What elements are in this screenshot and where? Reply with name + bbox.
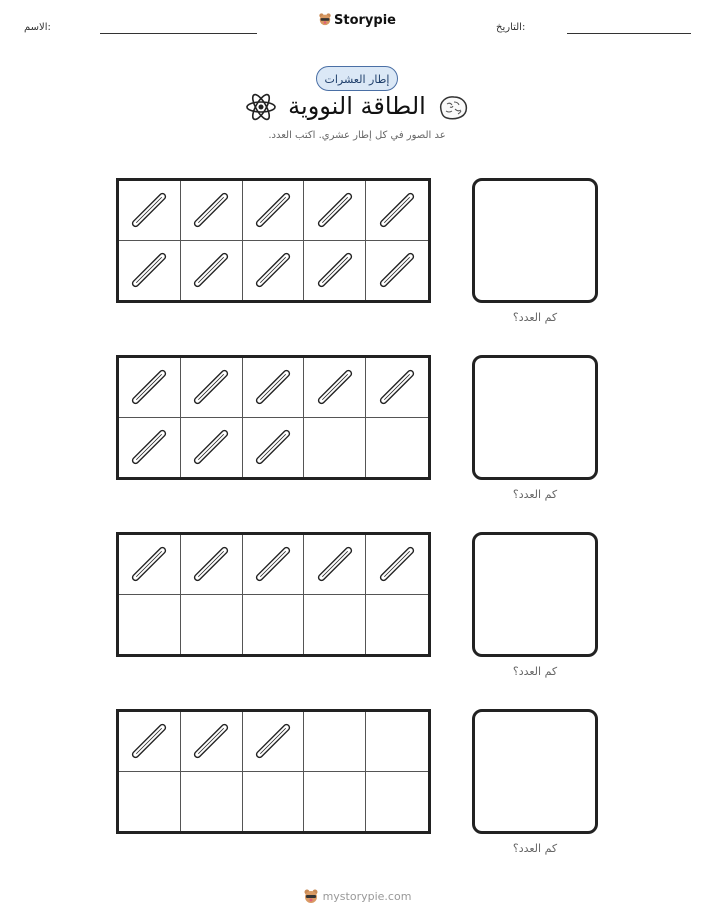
ten-frame-cell xyxy=(181,181,243,241)
answer-prompt: كم العدد؟ xyxy=(512,488,558,501)
name-line[interactable] xyxy=(100,33,257,34)
ten-frame-cell xyxy=(304,595,366,655)
answer-box[interactable] xyxy=(472,532,598,657)
ten-frame-cell xyxy=(119,181,181,241)
ten-frame-cell xyxy=(119,418,181,478)
bear-logo-icon xyxy=(303,888,319,904)
ten-frame-cell xyxy=(243,712,305,772)
ten-frame-cell xyxy=(243,358,305,418)
ten-frame-cell xyxy=(243,595,305,655)
ten-frame-cell xyxy=(119,712,181,772)
page-title: الطاقة النووية xyxy=(288,92,426,120)
ten-frame-cell xyxy=(181,712,243,772)
worksheet-type-badge: إطار العشرات xyxy=(316,66,398,91)
ten-frame-cell xyxy=(304,358,366,418)
date-line[interactable] xyxy=(567,33,691,34)
brand-name: Storypie xyxy=(334,13,396,28)
ten-frame-cell xyxy=(304,241,366,301)
ten-frame-cell xyxy=(243,535,305,595)
ten-frame-cell xyxy=(181,535,243,595)
answer-prompt: كم العدد؟ xyxy=(512,842,558,855)
ten-frame-cell xyxy=(304,181,366,241)
ten-frame xyxy=(116,709,431,834)
ten-frame-cell xyxy=(366,418,428,478)
footer-url: mystorypie.com xyxy=(322,890,412,903)
ten-frame-cell xyxy=(119,595,181,655)
ten-frame-cell xyxy=(119,772,181,832)
ten-frame xyxy=(116,178,431,303)
ten-frame-cell xyxy=(366,358,428,418)
ten-frame-cell xyxy=(366,535,428,595)
ten-frame xyxy=(116,532,431,657)
ten-frame-cell xyxy=(366,772,428,832)
ten-frame-cell xyxy=(119,358,181,418)
ten-frame-cell xyxy=(119,241,181,301)
ten-frame-cell xyxy=(366,712,428,772)
brand-logo xyxy=(0,12,714,28)
ten-frame-cell xyxy=(366,595,428,655)
ten-frame xyxy=(116,355,431,480)
bear-logo-icon xyxy=(318,12,332,26)
ten-frame-cell xyxy=(304,772,366,832)
ten-frame-cell xyxy=(181,772,243,832)
ten-frame-cell xyxy=(243,181,305,241)
ten-frame-cell xyxy=(243,772,305,832)
ten-frame-cell xyxy=(304,418,366,478)
ten-frame-cell xyxy=(304,535,366,595)
answer-prompt: كم العدد؟ xyxy=(512,665,558,678)
ten-frame-cell xyxy=(181,595,243,655)
ten-frame-cell xyxy=(243,241,305,301)
ten-frame-cell xyxy=(181,358,243,418)
ten-frame-cell xyxy=(366,181,428,241)
answer-box[interactable] xyxy=(472,355,598,480)
footer xyxy=(0,888,714,904)
ten-frame-cell xyxy=(243,418,305,478)
ten-frame-cell xyxy=(181,241,243,301)
name-label: الاسم: xyxy=(24,22,51,33)
ten-frame-cell xyxy=(119,535,181,595)
answer-box[interactable] xyxy=(472,178,598,303)
rock-icon xyxy=(436,92,470,122)
instructions: عد الصور في كل إطار عشري. اكتب العدد. xyxy=(268,130,446,141)
ten-frame-cell xyxy=(304,712,366,772)
date-label: التاريخ: xyxy=(496,22,526,33)
answer-prompt: كم العدد؟ xyxy=(512,311,558,324)
ten-frame-cell xyxy=(366,241,428,301)
answer-box[interactable] xyxy=(472,709,598,834)
ten-frame-cell xyxy=(181,418,243,478)
